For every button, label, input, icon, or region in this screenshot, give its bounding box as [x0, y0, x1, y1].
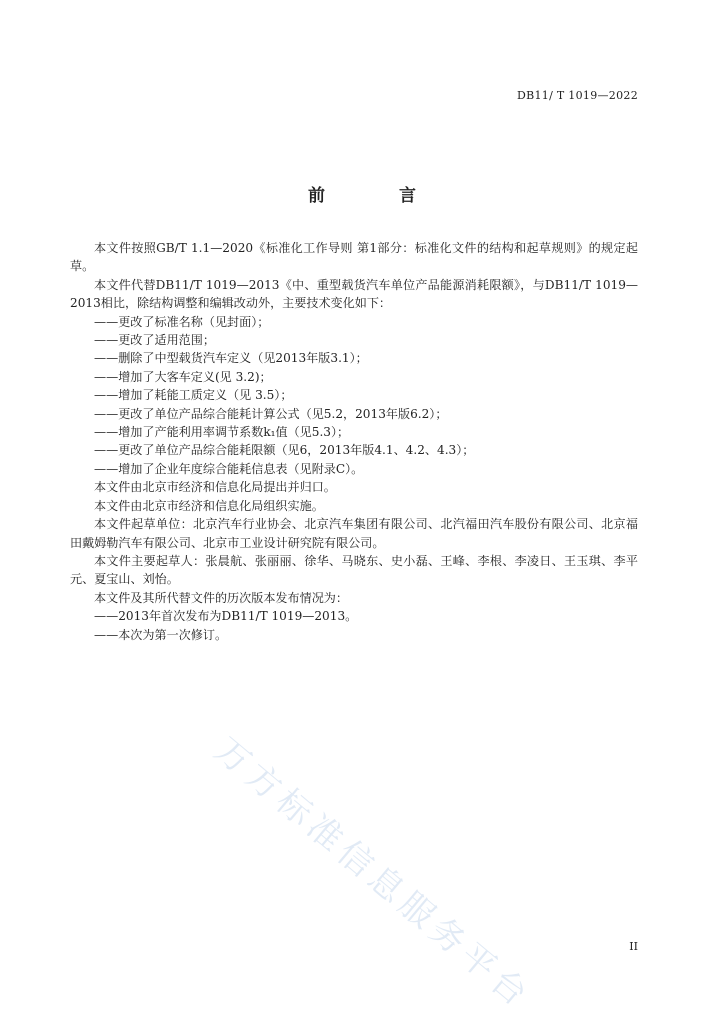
change-item: ——增加了耗能工质定义（见 3.5）； — [94, 388, 293, 403]
paragraph: 本文件由北京市经济和信息化局组织实施。 — [94, 498, 324, 513]
history-item: ——2013年首次发布为DB11/T 1019—2013。 — [94, 609, 358, 624]
change-item: ——增加了企业年度综合能耗信息表（见附录C）。 — [94, 461, 364, 476]
change-item: ——增加了产能利用率调节系数k₁值（见5.3）； — [94, 425, 350, 440]
change-item: ——更改了单位产品综合能耗计算公式（见5.2，2013年版6.2）； — [94, 406, 448, 421]
paragraph: 本文件及其所代替文件的历次版本发布情况为： — [94, 590, 348, 605]
paragraph: 本文件起草单位：北京汽车行业协会、北京汽车集团有限公司、北汽福田汽车股份有限公司、北京福田戴姆勒汽车有限公司、北京市工业设计研究院有限公司。 — [70, 517, 638, 550]
paragraph: 本文件由北京市经济和信息化局提出并归口。 — [94, 480, 336, 495]
paragraph: 本文件按照GB/T 1.1—2020《标准化工作导则 第1部分：标准化文件的结构和起草规则》的规定起草。 — [70, 241, 638, 274]
history-item: ——本次为第一次修订。 — [94, 627, 228, 642]
change-item: ——更改了标准名称（见封面）； — [94, 314, 270, 329]
watermark-text: 万方标准信息服务平台 — [206, 729, 540, 1018]
section-title: 前 言 — [308, 186, 450, 206]
document-code: DB11/ T 1019—2022 — [516, 89, 638, 102]
change-item: ——更改了单位产品综合能耗限额（见6，2013年版4.1、4.2、4.3）； — [94, 443, 475, 458]
change-item: ——删除了中型载货汽车定义（见2013年版3.1）； — [94, 351, 368, 366]
change-item: ——增加了大客车定义(见 3.2)； — [94, 369, 272, 384]
page-number: II — [629, 940, 638, 953]
paragraph: 本文件主要起草人：张晨航、张丽丽、徐华、马晓东、史小磊、王峰、李根、李凌日、王玉琪、李平元、夏宝山、刘怡。 — [70, 553, 638, 587]
paragraph: 本文件代替DB11/T 1019—2013《中、重型载货汽车单位产品能源消耗限额》，与DB11/T 1019—2013相比，除结构调整和编辑改动外，主要技术变化如下： — [70, 277, 638, 311]
change-item: ——更改了适用范围； — [94, 333, 215, 348]
foreword-body — [70, 239, 638, 644]
